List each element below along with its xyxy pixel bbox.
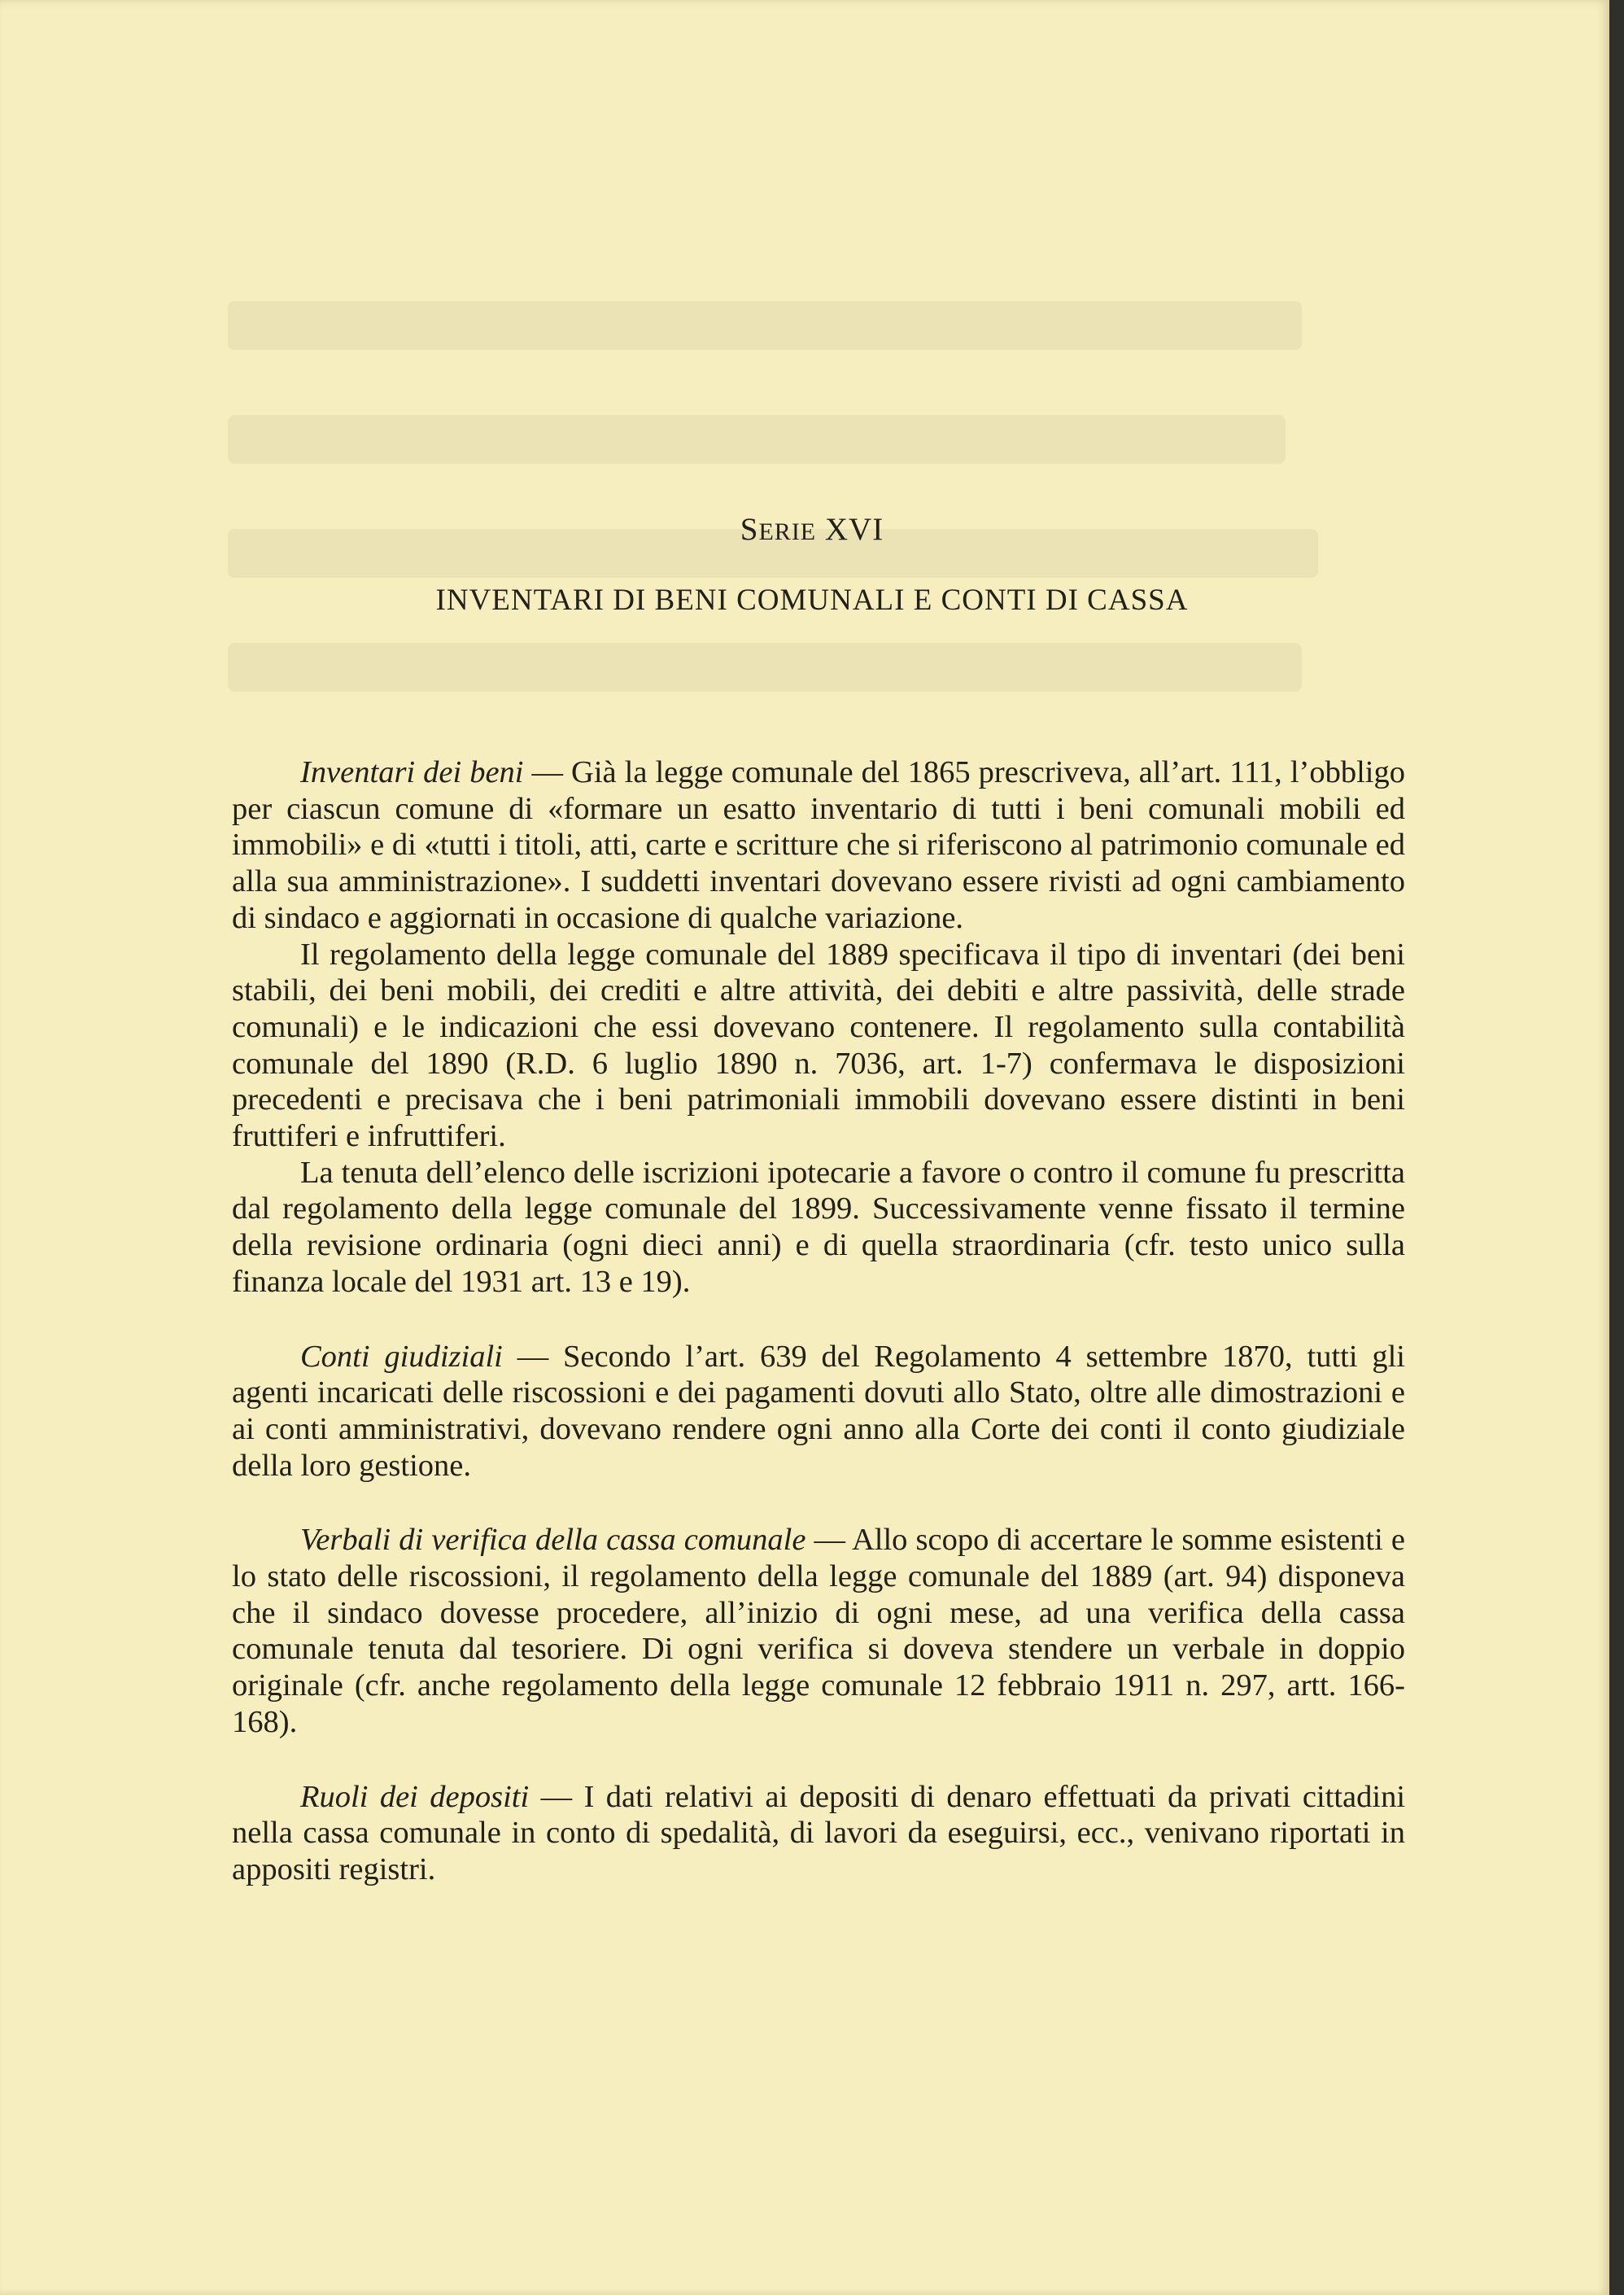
section-verbali-para-1 [232,1522,1405,1740]
series-number: XVI [824,512,884,547]
paragraph-text: — Allo scopo di accertare le somme esistenti e lo stato delle riscossioni, il regolamento della legge comunale del 1889 (art. 94) disponeva che il sindaco dovesse procedere, all’inizio di ogni mese, ad una verifica della cassa comunale tenuta dal tesoriere. Di ogni verifica si doveva stendere un verbale in doppio originale (cfr. anche regolamento della legge comunale 12 febbraio 1911 n. 297, artt. 166-168). [232,1523,1405,1739]
section-conti-para-1 [232,1339,1405,1484]
series-label-rest: ERIE [758,518,817,545]
document-body [232,754,1405,1888]
section-spacer [232,1741,1405,1779]
section-heading-ruoli: Ruoli dei depositi [300,1779,530,1814]
paragraph-text: — Secondo l’art. 639 del Regolamento 4 settembre 1870, tutti gli agenti incaricati delle riscossioni e dei pagamenti dovuti allo Stato, oltre alle dimostrazioni e ai conti amministrativi, dovevano rendere ogni anno alla Corte dei conti il conto giudiziale della loro gestione. [232,1339,1405,1483]
section-heading-verbali: Verbali di verifica della cassa comunale [300,1523,806,1558]
section-inventari-para-2: Il regolamento della legge comunale del 1889 specificava il tipo di inventari (dei beni stabili, dei beni mobili, dei crediti e altre attività, dei debiti e altre passività, delle strade comunali) e le indicazioni che essi dovevano contenere. Il regolamento sulla contabilità comunale del 1890 (R.D. 6 luglio 1890 n. 7036, art. 1-7) confermava le disposizioni precedenti e precisava che i beni patrimoniali immobili dovevano essere distinti in beni fruttiferi e infruttiferi. [232,937,1405,1154]
section-spacer [232,1300,1405,1339]
series-label-initial: S [740,512,759,547]
section-inventari-para-1 [232,754,1405,937]
page-edge [1609,0,1624,2295]
page-title: INVENTARI DI BENI COMUNALI E CONTI DI CASSA [435,584,1189,617]
series-label [0,511,1624,548]
paragraph-text: — Già la legge comunale del 1865 prescriveva, all’art. 111, l’obbligo per ciascun comune di «formare un esatto inventario di tutti i beni comunali mobili ed immobili» e di «tutti i titoli, atti, carte e scritture che si riferiscono al patrimonio comunale ed alla sua amministrazione». I suddetti inventari dovevano essere rivisti ad ogni cambiamento di sindaco e aggiornati in occasione di qualche variazione. [232,755,1405,935]
section-inventari-para-3: La tenuta dell’elenco delle iscrizioni ipotecarie a favore o contro il comune fu prescritta dal regolamento della legge comunale del 1899. Successivamente venne fissato il termine della revisione ordinaria (ogni dieci anni) e di quella straordinaria (cfr. testo unico sulla finanza locale del 1931 art. 13 e 19). [232,1155,1405,1299]
paragraph-text: — I dati relativi ai depositi di denaro effettuati da privati cittadini nella cassa comunale in conto di spedalità, di lavori da eseguirsi, ecc., venivano riportati in appositi registri. [232,1779,1406,1886]
section-heading-conti: Conti giudiziali [300,1339,503,1374]
section-ruoli-para-1 [232,1779,1405,1888]
section-spacer [232,1484,1405,1522]
section-heading-inventari: Inventari dei beni [300,755,524,789]
